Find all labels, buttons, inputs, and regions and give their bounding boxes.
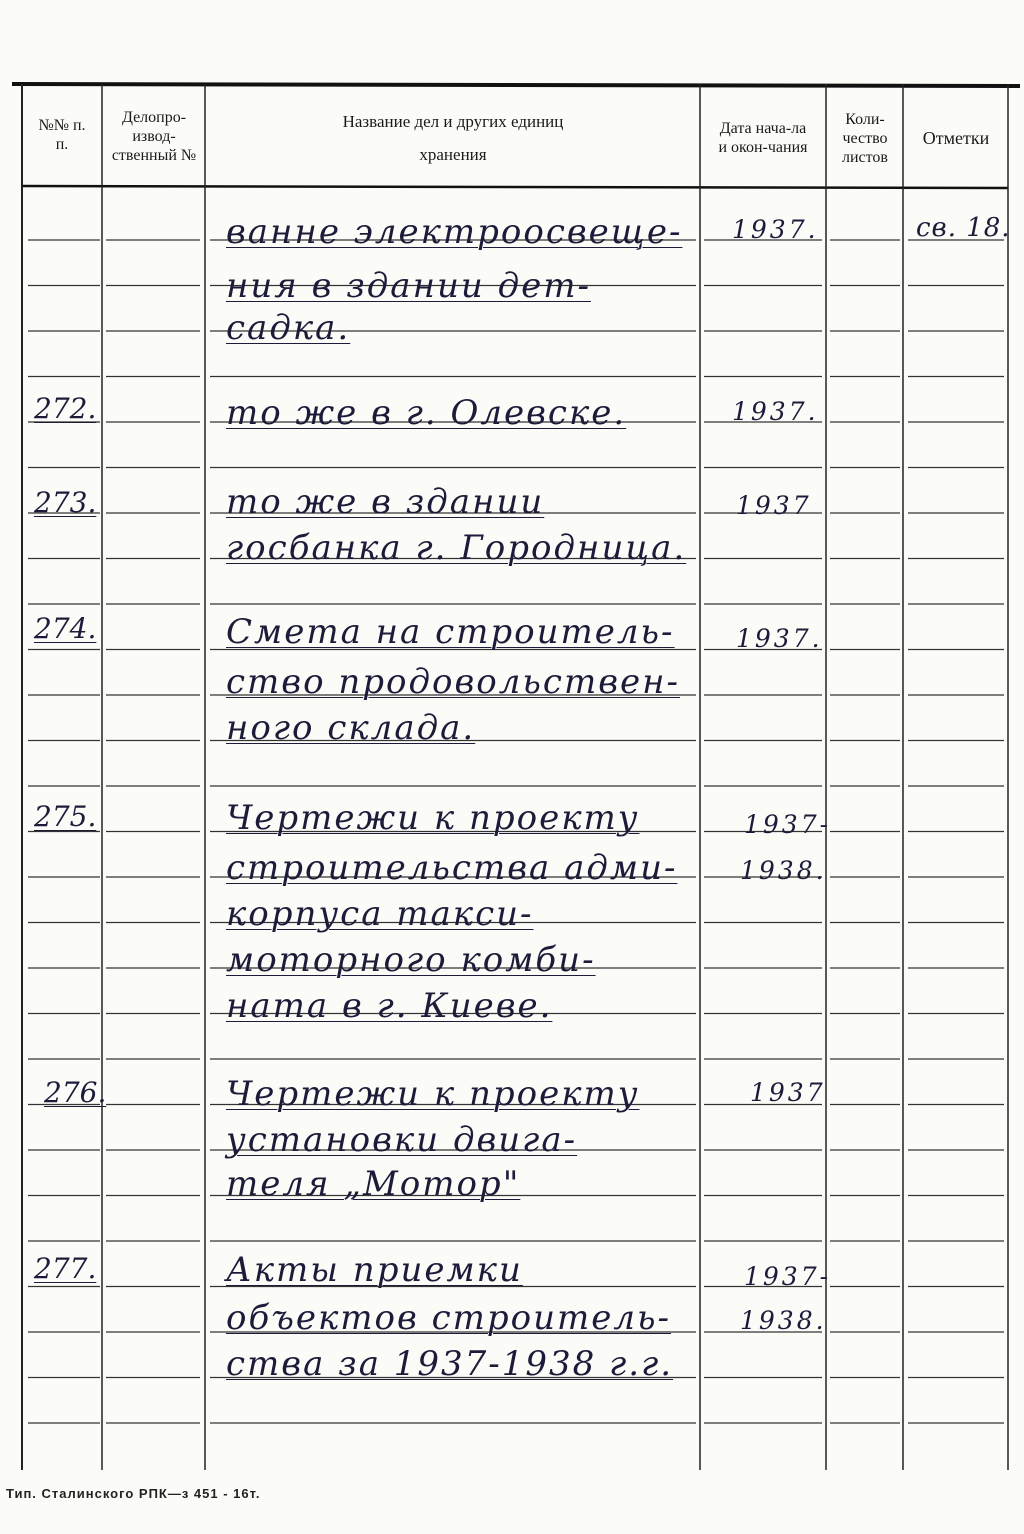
header-number: [24, 100, 100, 170]
entry-275-line-5: ната в г. Киеве.: [226, 986, 553, 1026]
entry-274-line-2: ство продовольствен-: [226, 662, 680, 702]
entry-276-date: 1937: [750, 1078, 826, 1107]
entry-273-line-2: госбанка г. Городница.: [226, 528, 687, 568]
entry-277-line-3: ства за 1937-1938 г.г.: [226, 1344, 674, 1384]
entry-1-line-2: ния в здании дет-: [226, 266, 591, 306]
entry-274-line-3: ного склада.: [226, 708, 476, 748]
printer-imprint: Тип. Сталинского РПК—з 451 - 16т.: [6, 1486, 261, 1501]
entry-276-number: 276.: [44, 1076, 107, 1109]
entry-1-line-1: ванне электроосвеще-: [226, 212, 683, 252]
header-title: [210, 100, 696, 176]
header-dates-label: Дата нача-ла и окон-чания: [718, 120, 808, 156]
entry-275-line-4: моторного комби-: [226, 940, 596, 980]
header-sheets: [828, 96, 902, 180]
header-sheets-label: Коли-чество листов: [842, 110, 888, 166]
entry-275-line-3: корпуса такси-: [226, 894, 534, 934]
entry-277-number: 277.: [34, 1252, 97, 1285]
header-title-line1: Название дел и других единиц: [342, 112, 564, 131]
header-office-number-label: Делопро-извод-ственный №: [111, 108, 197, 164]
entry-276-line-3: теля „Мотор": [226, 1164, 521, 1204]
header-dates: [702, 96, 824, 180]
entry-277-line-2: объектов строитель-: [226, 1298, 672, 1338]
entry-272-date: 1937.: [732, 397, 819, 426]
entry-1-note: св. 18.: [916, 213, 1011, 243]
header-title-line2: хранения: [419, 145, 487, 164]
entry-272-line-1: то же в г. Олевске.: [226, 393, 627, 433]
header-notes: [905, 96, 1007, 180]
entry-274-date: 1937.: [736, 624, 823, 653]
entry-1-date: 1937.: [732, 215, 819, 244]
entry-277-date-start: 1937-: [744, 1262, 832, 1291]
entry-276-line-1: Чертежи к проекту: [226, 1074, 640, 1114]
entry-273-date: 1937: [736, 491, 812, 520]
entry-275-line-1: Чертежи к проекту: [226, 798, 640, 838]
entry-272-number: 272.: [34, 392, 97, 425]
entry-273-line-1: то же в здании: [226, 482, 545, 522]
entry-275-number: 275.: [34, 800, 97, 833]
entry-273-number: 273.: [34, 486, 97, 519]
header-number-label: №№ п. п.: [38, 117, 86, 153]
entry-275-date-start: 1937-: [744, 810, 832, 839]
entry-277-date-end: 1938.: [740, 1306, 827, 1335]
entry-277-line-1: Акты приемки: [226, 1250, 523, 1290]
entry-274-line-1: Смета на строитель-: [226, 612, 675, 652]
entry-1-line-3: садка.: [226, 308, 351, 348]
header-notes-label: Отметки: [922, 127, 990, 148]
header-office-number: [104, 92, 204, 180]
entry-275-date-end: 1938.: [740, 856, 827, 885]
entry-274-number: 274.: [34, 612, 97, 645]
entry-276-line-2: установки двига-: [226, 1120, 578, 1160]
entry-275-line-2: строительства адми-: [226, 848, 678, 888]
